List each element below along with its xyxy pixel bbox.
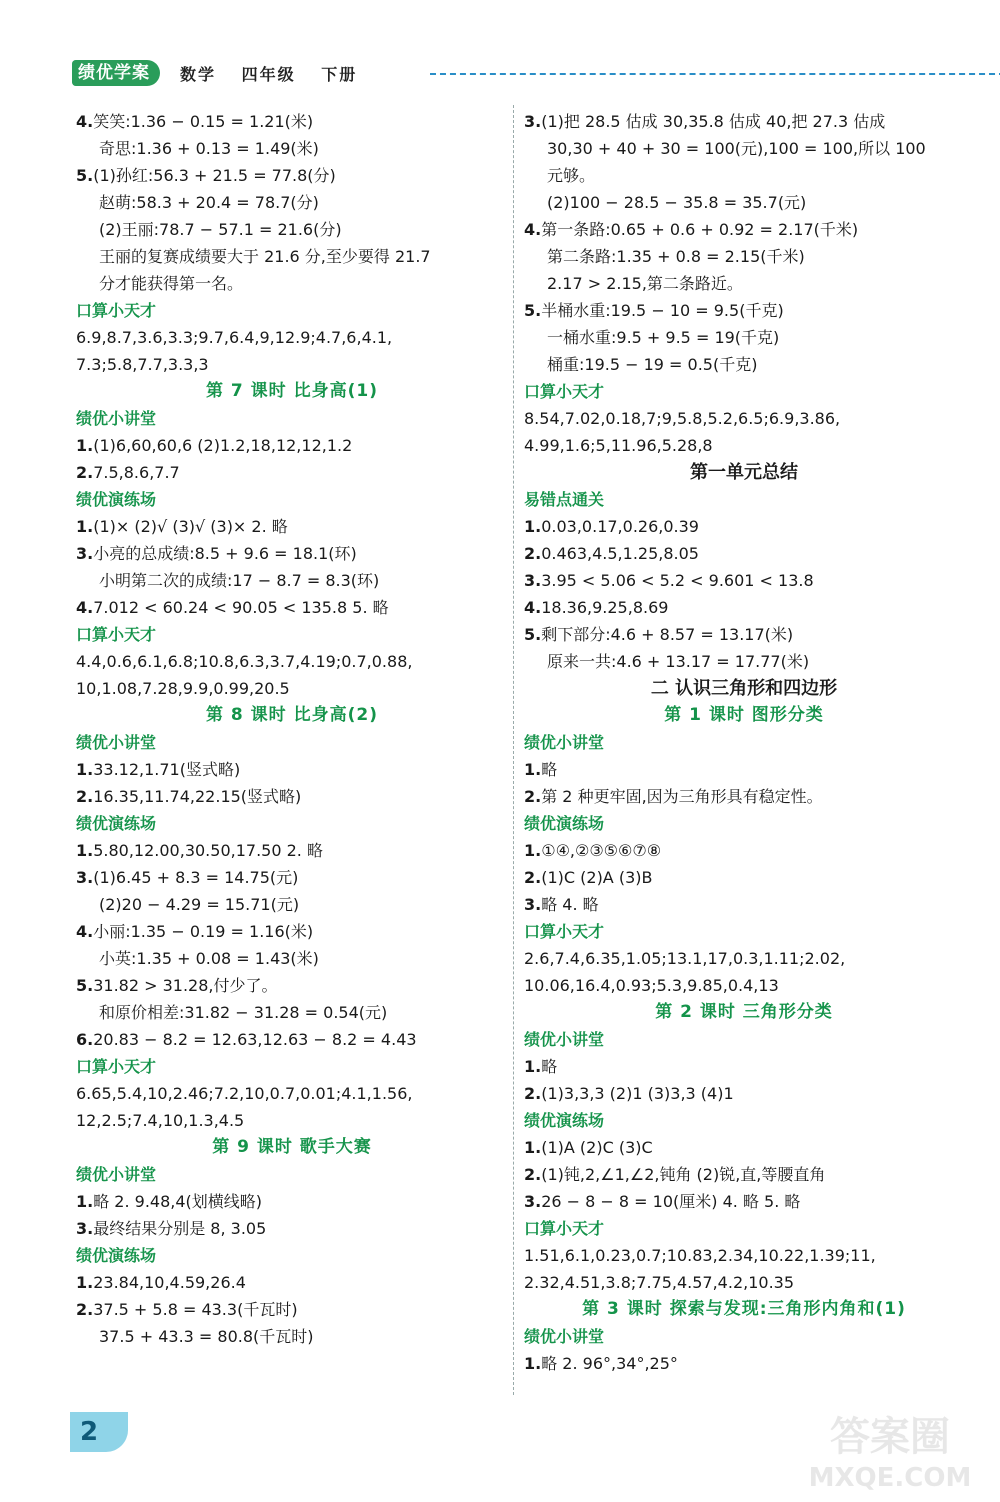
- section-heading: 口算小天才: [76, 625, 157, 644]
- lesson-title: 第 7 课时 比身高(1): [206, 381, 378, 401]
- answer-item: [76, 864, 508, 891]
- answer-text: (1)C (2)A (3)B: [541, 868, 653, 887]
- answer-text: 第一条路:0.65 + 0.6 + 0.92 = 2.17(千米): [541, 220, 859, 239]
- section-heading: 口算小天才: [524, 382, 605, 401]
- answer-text: 37.5 + 5.8 = 43.3(千瓦时): [93, 1300, 298, 1319]
- answer-text: 略 2. 96°,34°,25°: [541, 1354, 678, 1373]
- question-number: 3.: [76, 1219, 94, 1238]
- answer-item: [524, 1161, 964, 1188]
- answer-line: 7.3;5.8,7.7,3.3,3: [76, 355, 209, 374]
- answer-text: 略 2. 9.48,4(划横线略): [93, 1192, 263, 1211]
- answer-text: 略 4. 略: [541, 895, 599, 914]
- question-number: 4.: [76, 598, 94, 617]
- left-answer-column: [76, 108, 508, 1350]
- answer-line: 1.51,6.1,0.23,0.7;10.83,2.34,10.22,1.39;11,: [524, 1246, 876, 1265]
- answer-text: 31.82 > 31.28,付少了。: [93, 976, 278, 995]
- lesson-title: 第 1 课时 图形分类: [664, 705, 824, 725]
- answer-text: (1)6.45 + 8.3 = 14.75(元): [93, 868, 299, 887]
- answer-item: [524, 108, 964, 135]
- header-dashed-line: [430, 73, 1000, 75]
- answer-continuation: 2.17 > 2.15,第二条路近。: [547, 274, 743, 293]
- question-number: 2.: [76, 463, 94, 482]
- answer-text: 略: [541, 1057, 558, 1076]
- question-number: 3.: [524, 895, 542, 914]
- question-number: 3.: [524, 112, 542, 131]
- answer-item: [524, 513, 964, 540]
- answer-item: [524, 216, 964, 243]
- book-info: [180, 62, 375, 85]
- answer-text: 26 − 8 − 8 = 10(厘米) 4. 略 5. 略: [541, 1192, 801, 1211]
- page-header: [72, 60, 962, 90]
- answer-continuation: 30,30 + 40 + 30 = 100(元),100 = 100,所以 100: [547, 139, 926, 158]
- section-heading: 绩优小讲堂: [76, 1165, 157, 1184]
- section-heading: 绩优演练场: [524, 814, 605, 833]
- question-number: 4.: [524, 598, 542, 617]
- answer-continuation: 小英:1.35 + 0.08 = 1.43(米): [99, 949, 319, 968]
- question-number: 1.: [76, 760, 94, 779]
- answer-line: 10.06,16.4,0.93;5.3,9.85,0.4,13: [524, 976, 779, 995]
- answer-text: 小丽:1.35 − 0.19 = 1.16(米): [93, 922, 314, 941]
- answer-line: 2.6,7.4,6.35,1.05;13.1,17,0.3,1.11;2.02,: [524, 949, 846, 968]
- question-number: 4.: [76, 922, 94, 941]
- answer-text: 最终结果分别是 8, 3.05: [93, 1219, 267, 1238]
- answer-text: 18.36,9.25,8.69: [541, 598, 669, 617]
- answer-text: (1)× (2)√ (3)√ (3)× 2. 略: [93, 517, 288, 536]
- answer-text: 0.463,4.5,1.25,8.05: [541, 544, 699, 563]
- answer-item: [76, 459, 508, 486]
- question-number: 1.: [76, 436, 94, 455]
- answer-item: [524, 1053, 964, 1080]
- answer-text: 5.80,12.00,30.50,17.50 2. 略: [93, 841, 323, 860]
- answer-continuation: 37.5 + 43.3 = 80.8(千瓦时): [99, 1327, 314, 1346]
- answer-item: [76, 756, 508, 783]
- question-number: 1.: [76, 1273, 94, 1292]
- answer-item: [76, 972, 508, 999]
- question-number: 5.: [524, 301, 542, 320]
- section-heading: 口算小天才: [524, 922, 605, 941]
- answer-item: [524, 891, 964, 918]
- question-number: 5.: [76, 976, 94, 995]
- answer-text: 3.95 < 5.06 < 5.2 < 9.601 < 13.8: [541, 571, 814, 590]
- question-number: 1.: [524, 1354, 542, 1373]
- unit-title: 第一单元总结: [690, 462, 798, 483]
- answer-item: [76, 432, 508, 459]
- section-heading: 口算小天才: [524, 1219, 605, 1238]
- question-number: 3.: [76, 868, 94, 887]
- answer-text: 剩下部分:4.6 + 8.57 = 13.17(米): [541, 625, 794, 644]
- answer-text: 略: [541, 760, 558, 779]
- answer-item: [524, 1134, 964, 1161]
- answer-line: 8.54,7.02,0.18,7;9,5.8,5.2,6.5;6.9,3.86,: [524, 409, 841, 428]
- lesson-title: 第 3 课时 探索与发现:三角形内角和(1): [582, 1299, 906, 1319]
- question-number: 1.: [76, 1192, 94, 1211]
- answer-text: 笑笑:1.36 − 0.15 = 1.21(米): [93, 112, 314, 131]
- lesson-title: 第 8 课时 比身高(2): [206, 705, 378, 725]
- question-number: 1.: [76, 517, 94, 536]
- answer-item: [524, 621, 964, 648]
- question-number: 3.: [76, 544, 94, 563]
- question-number: 2.: [524, 544, 542, 563]
- answer-text: (1)A (2)C (3)C: [541, 1138, 653, 1157]
- answer-item: [76, 1269, 508, 1296]
- answer-line: 6.65,5.4,10,2.46;7.2,10,0.7,0.01;4.1,1.56,: [76, 1084, 413, 1103]
- answer-continuation: (2)20 − 4.29 = 15.71(元): [99, 895, 300, 914]
- section-heading: 绩优演练场: [76, 1246, 157, 1265]
- answer-text: 小亮的总成绩:8.5 + 9.6 = 18.1(环): [93, 544, 357, 563]
- answer-line: 12,2.5;7.4,10,1.3,4.5: [76, 1111, 245, 1130]
- answer-item: [524, 1350, 964, 1377]
- question-number: 1.: [76, 841, 94, 860]
- answer-line: 4.99,1.6;5,11.96,5.28,8: [524, 436, 713, 455]
- answer-text: 16.35,11.74,22.15(竖式略): [93, 787, 302, 806]
- question-number: 3.: [524, 1192, 542, 1211]
- answer-item: [76, 162, 508, 189]
- section-heading: 口算小天才: [76, 1057, 157, 1076]
- answer-item: [524, 540, 964, 567]
- grade-label: 四年级: [241, 65, 296, 84]
- answer-item: [524, 783, 964, 810]
- section-heading: 绩优小讲堂: [76, 409, 157, 428]
- answer-text: (1)孙红:56.3 + 21.5 = 77.8(分): [93, 166, 336, 185]
- answer-continuation: 赵萌:58.3 + 20.4 = 78.7(分): [99, 193, 319, 212]
- answer-line: 10,1.08,7.28,9.9,0.99,20.5: [76, 679, 290, 698]
- section-heading: 易错点通关: [524, 490, 605, 509]
- answer-continuation: 元够。: [547, 166, 596, 185]
- answer-item: [524, 864, 964, 891]
- question-number: 4.: [524, 220, 542, 239]
- answer-text: ①④,②③⑤⑥⑦⑧: [541, 841, 662, 860]
- answer-continuation: 分才能获得第一名。: [99, 274, 244, 293]
- answer-line: 4.4,0.6,6.1,6.8;10.8,6.3,3.7,4.19;0.7,0.88,: [76, 652, 413, 671]
- question-number: 3.: [524, 571, 542, 590]
- watermark-text: 答案圈: [830, 1414, 950, 1460]
- answer-text: (1)6,60,60,6 (2)1.2,18,12,12,1.2: [93, 436, 353, 455]
- answer-text: (1)3,3,3 (2)1 (3)3,3 (4)1: [541, 1084, 734, 1103]
- answer-continuation: 原来一共:4.6 + 13.17 = 17.77(米): [547, 652, 810, 671]
- question-number: 1.: [524, 1138, 542, 1157]
- answer-continuation: 一桶水重:9.5 + 9.5 = 19(千克): [547, 328, 780, 347]
- question-number: 1.: [524, 1057, 542, 1076]
- answer-item: [524, 837, 964, 864]
- answer-continuation: 桶重:19.5 − 19 = 0.5(千克): [547, 355, 758, 374]
- lesson-title: 第 9 课时 歌手大赛: [212, 1137, 372, 1157]
- answer-text: 23.84,10,4.59,26.4: [93, 1273, 246, 1292]
- answer-item: [76, 1296, 508, 1323]
- answer-continuation: 奇思:1.36 + 0.13 = 1.49(米): [99, 139, 319, 158]
- answer-text: 33.12,1.71(竖式略): [93, 760, 241, 779]
- question-number: 2.: [76, 787, 94, 806]
- answer-item: [76, 513, 508, 540]
- question-number: 5.: [76, 166, 94, 185]
- answer-line: 2.32,4.51,3.8;7.75,4.57,4.2,10.35: [524, 1273, 795, 1292]
- section-heading: 绩优小讲堂: [524, 733, 605, 752]
- answer-item: [76, 540, 508, 567]
- answer-continuation: (2)王丽:78.7 − 57.1 = 21.6(分): [99, 220, 342, 239]
- answer-text: 半桶水重:19.5 − 10 = 9.5(千克): [541, 301, 784, 320]
- question-number: 2.: [524, 1084, 542, 1103]
- answer-item: [76, 837, 508, 864]
- answer-item: [524, 1080, 964, 1107]
- question-number: 6.: [76, 1030, 94, 1049]
- question-number: 2.: [76, 1300, 94, 1319]
- question-number: 2.: [524, 787, 542, 806]
- answer-continuation: 小明第二次的成绩:17 − 8.7 = 8.3(环): [99, 571, 380, 590]
- answer-continuation: 和原价相差:31.82 − 31.28 = 0.54(元): [99, 1003, 388, 1022]
- brand-logo: 绩优学案: [72, 60, 160, 86]
- question-number: 4.: [76, 112, 94, 131]
- answer-item: [524, 1188, 964, 1215]
- answer-continuation: (2)100 − 28.5 − 35.8 = 35.7(元): [547, 193, 807, 212]
- section-heading: 绩优小讲堂: [524, 1030, 605, 1049]
- right-answer-column: [524, 108, 964, 1377]
- answer-item: [76, 1215, 508, 1242]
- answer-text: 7.5,8.6,7.7: [93, 463, 180, 482]
- answer-item: [76, 783, 508, 810]
- page-number: 2: [70, 1412, 128, 1452]
- subject-label: 数学: [180, 65, 217, 84]
- answer-item: [76, 594, 508, 621]
- answer-text: (1)钝,2,∠1,∠2,钝角 (2)锐,直,等腰直角: [541, 1165, 826, 1184]
- answer-continuation: 王丽的复赛成绩要大于 21.6 分,至少要得 21.7: [99, 247, 431, 266]
- answer-item: [524, 567, 964, 594]
- answer-text: 7.012 < 60.24 < 90.05 < 135.8 5. 略: [93, 598, 389, 617]
- watermark-logo: [790, 1402, 990, 1492]
- watermark-url: MXQE.COM: [808, 1463, 972, 1492]
- question-number: 2.: [524, 868, 542, 887]
- question-number: 5.: [524, 625, 542, 644]
- answer-item: [524, 594, 964, 621]
- answer-item: [524, 756, 964, 783]
- answer-text: 20.83 − 8.2 = 12.63,12.63 − 8.2 = 4.43: [93, 1030, 417, 1049]
- section-heading: 绩优演练场: [76, 490, 157, 509]
- answer-item: [524, 297, 964, 324]
- question-number: 1.: [524, 760, 542, 779]
- question-number: 2.: [524, 1165, 542, 1184]
- lesson-title: 第 2 课时 三角形分类: [655, 1002, 833, 1022]
- column-divider: [513, 105, 514, 1395]
- question-number: 1.: [524, 841, 542, 860]
- answer-text: (1)把 28.5 估成 30,35.8 估成 40,把 27.3 估成: [541, 112, 886, 131]
- answer-item: [76, 108, 508, 135]
- section-heading: 口算小天才: [76, 301, 157, 320]
- unit-title: 二 认识三角形和四边形: [650, 678, 838, 699]
- answer-text: 第 2 种更牢固,因为三角形具有稳定性。: [541, 787, 823, 806]
- answer-item: [76, 1188, 508, 1215]
- question-number: 1.: [524, 517, 542, 536]
- section-heading: 绩优小讲堂: [76, 733, 157, 752]
- section-heading: 绩优小讲堂: [524, 1327, 605, 1346]
- answer-continuation: 第二条路:1.35 + 0.8 = 2.15(千米): [547, 247, 805, 266]
- volume-label: 下册: [321, 65, 358, 84]
- answer-item: [76, 1026, 508, 1053]
- answer-item: [76, 918, 508, 945]
- section-heading: 绩优演练场: [524, 1111, 605, 1130]
- section-heading: 绩优演练场: [76, 814, 157, 833]
- answer-text: 0.03,0.17,0.26,0.39: [541, 517, 699, 536]
- answer-line: 6.9,8.7,3.6,3.3;9.7,6.4,9,12.9;4.7,6,4.1,: [76, 328, 393, 347]
